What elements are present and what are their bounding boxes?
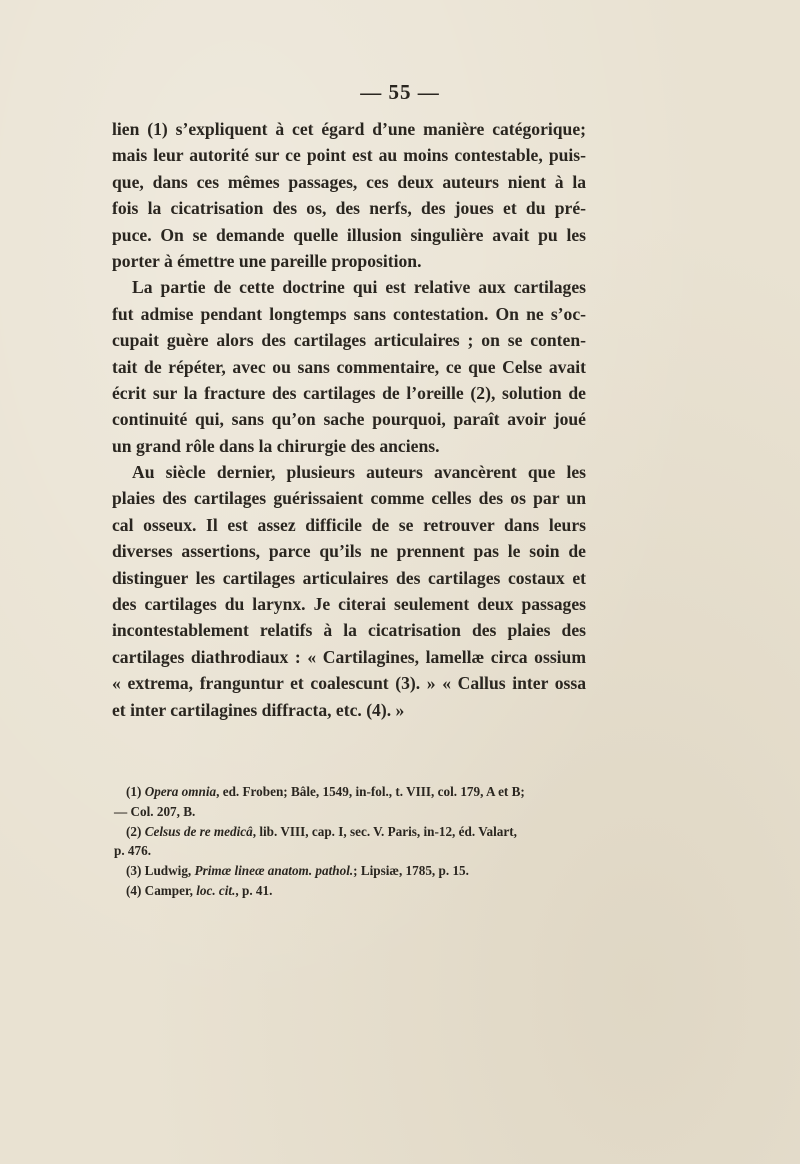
- body-line: Au siècle dernier, plusieurs auteurs avancèrent que les: [132, 462, 586, 483]
- body-text: [112, 116, 586, 723]
- footnote-title: Primæ lineæ anatom. pathol.: [194, 863, 354, 879]
- body-line: et inter cartilagines diffracta, etc. (4). »: [112, 699, 405, 720]
- footnote-3: [126, 861, 596, 881]
- footnote-text: ; Lipsiæ, 1785, p. 15.: [353, 863, 469, 879]
- body-line: écrit sur la fracture des cartilages de l’oreille (2), solution de: [112, 382, 586, 403]
- body-line: « extrema, franguntur et coalescunt (3). » « Callus inter ossa: [112, 673, 586, 694]
- body-line: que, dans ces mêmes passages, ces deux auteurs nient à la: [112, 171, 586, 192]
- body-line: un grand rôle dans la chirurgie des anciens.: [112, 435, 440, 456]
- body-line: incontestablement relatifs à la cicatrisation des plaies des: [112, 620, 586, 641]
- footnote-text: (2): [126, 823, 145, 839]
- body-line: La partie de cette doctrine qui est relative aux cartilages: [132, 277, 586, 298]
- body-line: mais leur autorité sur ce point est au moins contestable, puis-: [112, 145, 586, 166]
- body-line: plaies des cartilages guérissaient comme celles des os par un: [112, 488, 586, 509]
- footnotes: [114, 782, 596, 901]
- footnote-text: (1): [126, 784, 145, 799]
- footnote-text: , ed. Froben; Bâle, 1549, in-fol., t. VIII, col. 179, A et B;: [216, 784, 525, 799]
- footnote-text: , p. 41.: [235, 882, 273, 898]
- footnote-4: [126, 881, 596, 901]
- body-line: tait de répéter, avec ou sans commentaire, ce que Celse avait: [112, 356, 586, 377]
- body-line: distinguer les cartilages articulaires des cartilages costaux et: [112, 567, 586, 588]
- footnote-1: [126, 782, 596, 802]
- body-line: des cartilages du larynx. Je citerai seulement deux passages: [112, 594, 586, 615]
- footnote-title: loc. cit.: [196, 882, 236, 898]
- body-line: cupait guère alors des cartilages articulaires ; on se conten-: [112, 330, 586, 351]
- body-line: continuité qui, sans qu’on sache pourquoi, paraît avoir joué: [112, 409, 586, 430]
- body-line: cartilages diathrodiaux : « Cartilagines, lamellæ circa ossium: [112, 646, 586, 667]
- footnote-1-continuation: — Col. 207, B.: [114, 803, 196, 819]
- footnote-text: (4) Camper,: [126, 882, 197, 898]
- body-line: porter à émettre une pareille proposition.: [112, 250, 422, 271]
- footnote-text: (3) Ludwig,: [126, 863, 195, 879]
- footnote-2: [126, 822, 596, 842]
- page-number: — 55 —: [360, 80, 440, 104]
- footnote-2-continuation: p. 476.: [114, 843, 152, 859]
- body-line: fut admise pendant longtemps sans contestation. On ne s’oc-: [112, 303, 586, 324]
- footnote-text: , lib. VIII, cap. I, sec. V. Paris, in-12, éd. Valart,: [252, 823, 517, 839]
- footnote-title: Celsus de re medicâ: [144, 823, 253, 839]
- body-line: puce. On se demande quelle illusion singulière avait pu les: [112, 224, 586, 245]
- body-line: fois la cicatrisation des os, des nerfs, des joues et du pré-: [112, 198, 586, 219]
- footnote-title: Opera omnia: [144, 784, 217, 799]
- body-line: lien (1) s’expliquent à cet égard d’une manière catégorique;: [112, 119, 586, 139]
- body-line: cal osseux. Il est assez difficile de se retrouver dans leurs: [112, 514, 586, 535]
- body-line: diverses assertions, parce qu’ils ne prennent pas le soin de: [112, 541, 586, 562]
